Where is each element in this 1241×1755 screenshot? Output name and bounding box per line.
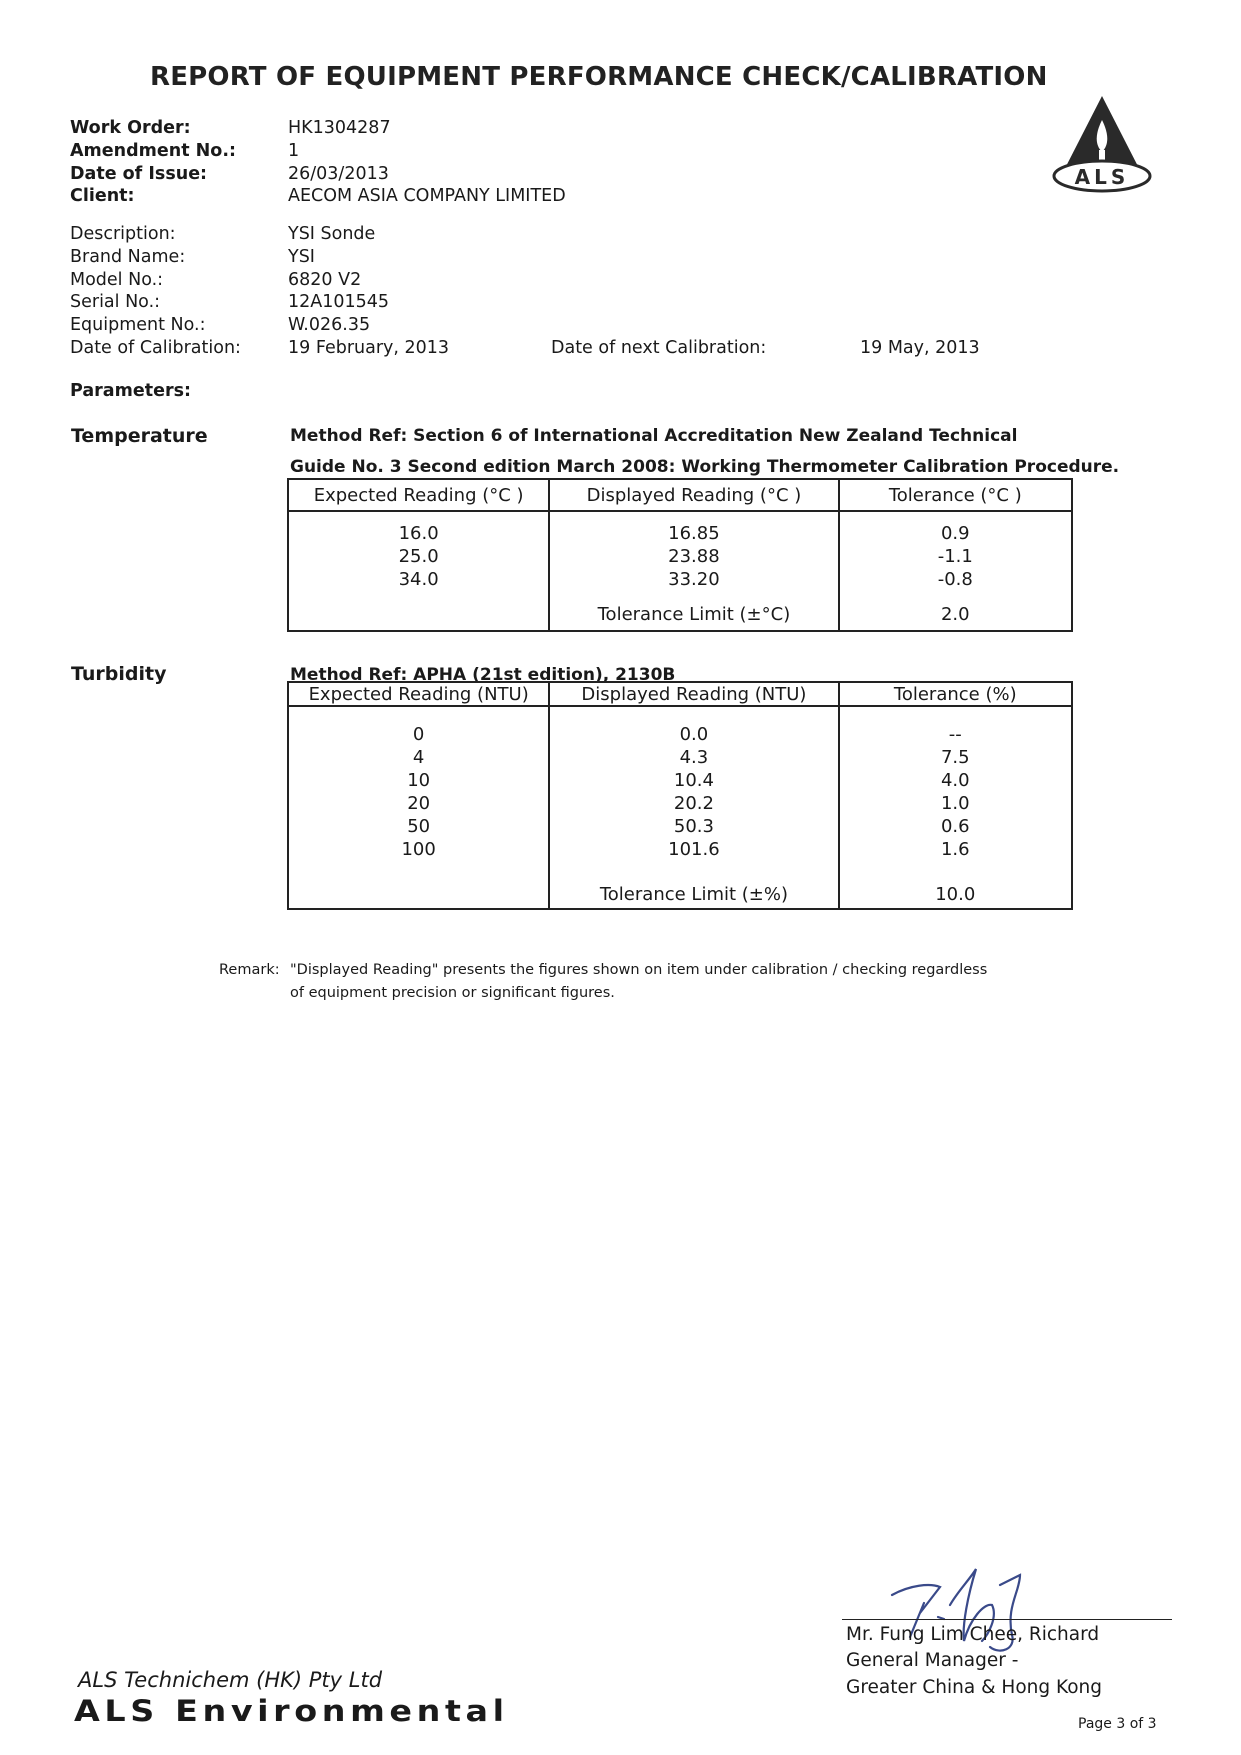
remark-line2: of equipment precision or significant figures. [290, 985, 615, 1001]
temperature-method-line1: Method Ref: Section 6 of International Accreditation New Zealand Technical [290, 426, 1018, 446]
temperature-label: Temperature [71, 425, 208, 447]
table-cell: 0.9 [839, 522, 1072, 545]
work-order-value: HK1304287 [288, 118, 391, 138]
table-cell: 0.6 [839, 815, 1072, 838]
table-row [288, 792, 1072, 815]
table-cell: 4.3 [549, 746, 838, 769]
table-row [288, 522, 1072, 545]
brand-value: YSI [288, 246, 315, 267]
table-cell: 7.5 [839, 746, 1072, 769]
table-row [288, 545, 1072, 568]
temperature-method-line2: Guide No. 3 Second edition March 2008: Working Thermometer Calibration Procedure. [290, 457, 1120, 477]
company-name: ALS Technichem (HK) Pty Ltd [78, 1668, 383, 1692]
table-row [288, 769, 1072, 792]
table-cell: -0.8 [839, 568, 1072, 591]
table-cell: 20 [288, 792, 549, 815]
date-issue-value: 26/03/2013 [288, 163, 389, 184]
table-cell: 1.6 [839, 838, 1072, 861]
serial-value: 12A101545 [288, 292, 390, 313]
table-cell: 0.0 [549, 723, 838, 746]
equipment-no-value: W.026.35 [288, 315, 371, 336]
turb-header-tolerance: Tolerance (%) [839, 682, 1072, 706]
client-value: AECOM ASIA COMPANY LIMITED [288, 186, 566, 207]
temp-header-expected: Expected Reading (°C ) [288, 479, 549, 511]
description-label: Description: [70, 224, 176, 244]
turb-limit-label: Tolerance Limit (±%) [549, 883, 838, 909]
table-cell: 1.0 [839, 792, 1072, 815]
temperature-table [287, 478, 1073, 632]
turb-header-expected: Expected Reading (NTU) [288, 682, 549, 706]
header-block [0, 117, 700, 209]
signer-title: General Manager - [846, 1650, 1019, 1671]
table-cell: 16.85 [549, 522, 838, 545]
table-cell: 50 [288, 815, 549, 838]
table-row [288, 746, 1072, 769]
model-label: Model No.: [70, 269, 164, 290]
next-cal-value: 19 May, 2013 [860, 338, 980, 358]
table-cell: 33.20 [549, 568, 838, 591]
remark-label: Remark: [219, 962, 280, 978]
als-logo [1050, 92, 1154, 196]
table-cell: 23.88 [549, 545, 838, 568]
temp-limit-value: 2.0 [839, 603, 1072, 631]
table-cell: 34.0 [288, 568, 549, 591]
client-label: Client: [70, 186, 135, 207]
work-order-label: Work Order: [70, 118, 191, 138]
tolerance-limit-row [288, 603, 1072, 631]
serial-label: Serial No.: [70, 292, 161, 313]
signer-name: Mr. Fung Lim Chee, Richard [846, 1624, 1100, 1645]
table-row [288, 815, 1072, 838]
signer-region: Greater China & Hong Kong [846, 1677, 1102, 1698]
parameters-label: Parameters: [70, 381, 191, 401]
equipment-no-label: Equipment No.: [70, 315, 206, 336]
table-cell: 4 [288, 746, 549, 769]
brand-label: Brand Name: [70, 246, 186, 267]
table-cell: 25.0 [288, 545, 549, 568]
amendment-label: Amendment No.: [70, 140, 236, 161]
table-cell: -- [839, 723, 1072, 746]
next-cal-label: Date of next Calibration: [551, 338, 767, 358]
turbidity-table [287, 681, 1073, 910]
signature-line [842, 1619, 1172, 1620]
report-title: REPORT OF EQUIPMENT PERFORMANCE CHECK/CALIBRATION [150, 62, 1048, 92]
temp-header-displayed: Displayed Reading (°C ) [549, 479, 838, 511]
table-cell: 50.3 [549, 815, 838, 838]
equipment-block [0, 223, 1241, 363]
turb-header-displayed: Displayed Reading (NTU) [549, 682, 838, 706]
table-cell: 101.6 [549, 838, 838, 861]
temp-limit-label: Tolerance Limit (±°C) [549, 603, 838, 631]
tolerance-limit-row [288, 883, 1072, 909]
table-cell: 10 [288, 769, 549, 792]
brand-wordmark: ALS Environmental [74, 1694, 509, 1728]
description-value: YSI Sonde [288, 224, 376, 244]
date-issue-label: Date of Issue: [70, 163, 208, 184]
cal-date-label: Date of Calibration: [70, 338, 241, 358]
table-cell: 16.0 [288, 522, 549, 545]
cal-date-value: 19 February, 2013 [288, 338, 450, 358]
table-cell: 4.0 [839, 769, 1072, 792]
table-row [288, 568, 1072, 591]
table-cell: 10.4 [549, 769, 838, 792]
page-number: Page 3 of 3 [1078, 1716, 1157, 1732]
turbidity-label: Turbidity [71, 663, 167, 685]
table-row [288, 838, 1072, 861]
table-cell: 20.2 [549, 792, 838, 815]
table-row [288, 723, 1072, 746]
table-cell: 0 [288, 723, 549, 746]
turb-limit-value: 10.0 [839, 883, 1072, 909]
turbidity-method: Method Ref: APHA (21st edition), 2130B [290, 665, 676, 685]
table-cell: 100 [288, 838, 549, 861]
temp-header-tolerance: Tolerance (°C ) [839, 479, 1072, 511]
model-value: 6820 V2 [288, 269, 362, 290]
logo-text: ALS [1074, 165, 1130, 189]
amendment-value: 1 [288, 140, 300, 161]
remark-line1: "Displayed Reading" presents the figures shown on item under calibration / checking regardless [290, 962, 988, 978]
table-cell: -1.1 [839, 545, 1072, 568]
